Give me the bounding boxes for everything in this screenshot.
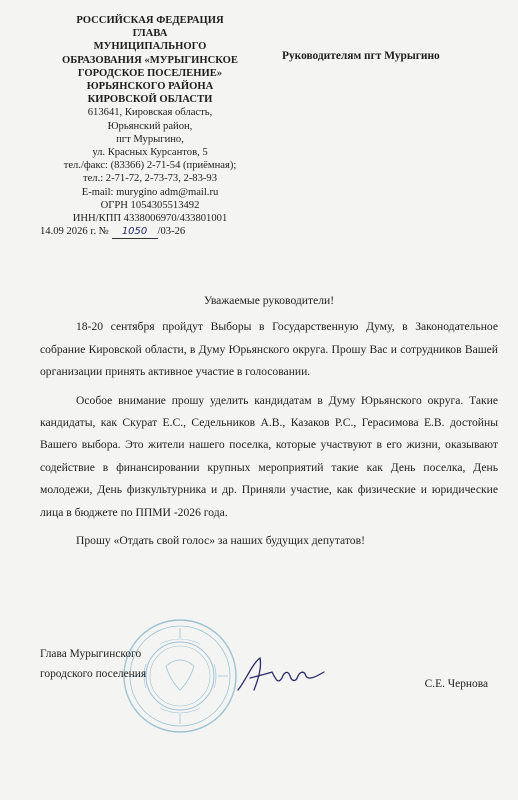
signatory-name: С.Е. Чернова <box>424 678 488 690</box>
letterhead <box>34 14 266 239</box>
paragraph: Особое внимание прошу уделить кандидатам в Думу Юрьянского округа. Такие кандидаты, как Скурат Е.С., Седельников А.В., Казаков Р.С., Герасимова Е.В. достойны Вашего выбора. Это жители нашего поселка, которые участвуют в его жизни, оказывают содействие в финансировании крупных мероприятий такие как День поселка, День молодежи, День физкультурника и др. Приняли участие, как физические и юридические лица в бюджете по ППМИ -2026 года. <box>40 393 498 519</box>
org-line: КИРОВСКОЙ ОБЛАСТИ <box>87 94 213 106</box>
address-line: Юрьянский район, <box>107 120 193 132</box>
org-line: ЮРЬЯНСКОГО РАЙОНА <box>86 81 214 93</box>
org-line: ГЛАВА <box>132 28 168 40</box>
email-line: E-mail: murygino adm@mail.ru <box>81 186 219 198</box>
address-line: тел./факс: (83366) 2-71-54 (приёмная); <box>63 160 237 172</box>
address-line: пгт Мурыгино, <box>116 133 184 145</box>
letter-body <box>40 290 498 558</box>
registration-suffix: /03-26 <box>157 226 186 238</box>
addressee: Руководителям пгт Мурыгино <box>282 50 440 62</box>
inn-kpp-line: ИНН/КПП 4338006970/433801001 <box>72 213 228 225</box>
registration-prefix: г. № <box>90 226 109 238</box>
address-line: тел.: 2-71-72, 2-73-73, 2-83-93 <box>82 173 218 185</box>
signature-block <box>40 644 500 714</box>
signatory-role-line: Глава Мурыгинского <box>40 648 142 660</box>
org-line: ГОРОДСКОЕ ПОСЕЛЕНИЕ» <box>77 67 223 79</box>
address-line: 613641, Кировская область, <box>87 107 213 119</box>
signatory-role <box>40 644 146 684</box>
registration-line <box>34 225 266 239</box>
org-line: МУНИЦИПАЛЬНОГО <box>93 41 207 53</box>
registration-date: 14.09 2026 <box>40 226 88 238</box>
registration-number: 1050 <box>112 225 158 239</box>
organization-address <box>34 106 266 239</box>
signatory-role-line: городского поселения <box>40 668 147 680</box>
paragraph: 18-20 сентября пройдут Выборы в Государственную Думу, в Законодательное собрание Кировской области, в Думу Юрьянского округа. Прошу Вас и сотрудников Вашей организации принять активное участие в голосовании. <box>40 320 498 379</box>
org-line: РОССИЙСКАЯ ФЕДЕРАЦИЯ <box>76 15 224 26</box>
greeting: Уважаемые руководители! <box>203 294 335 307</box>
ogrn-line: ОГРН 1054305513492 <box>100 199 200 211</box>
paragraph: Прошу «Отдать свой голос» за наших будущих депутатов! <box>76 534 365 548</box>
org-line: ОБРАЗОВАНИЯ «МУРЫГИНСКОЕ <box>62 54 238 66</box>
address-line: ул. Красных Курсантов, 5 <box>92 147 208 159</box>
organization-name <box>34 14 266 106</box>
